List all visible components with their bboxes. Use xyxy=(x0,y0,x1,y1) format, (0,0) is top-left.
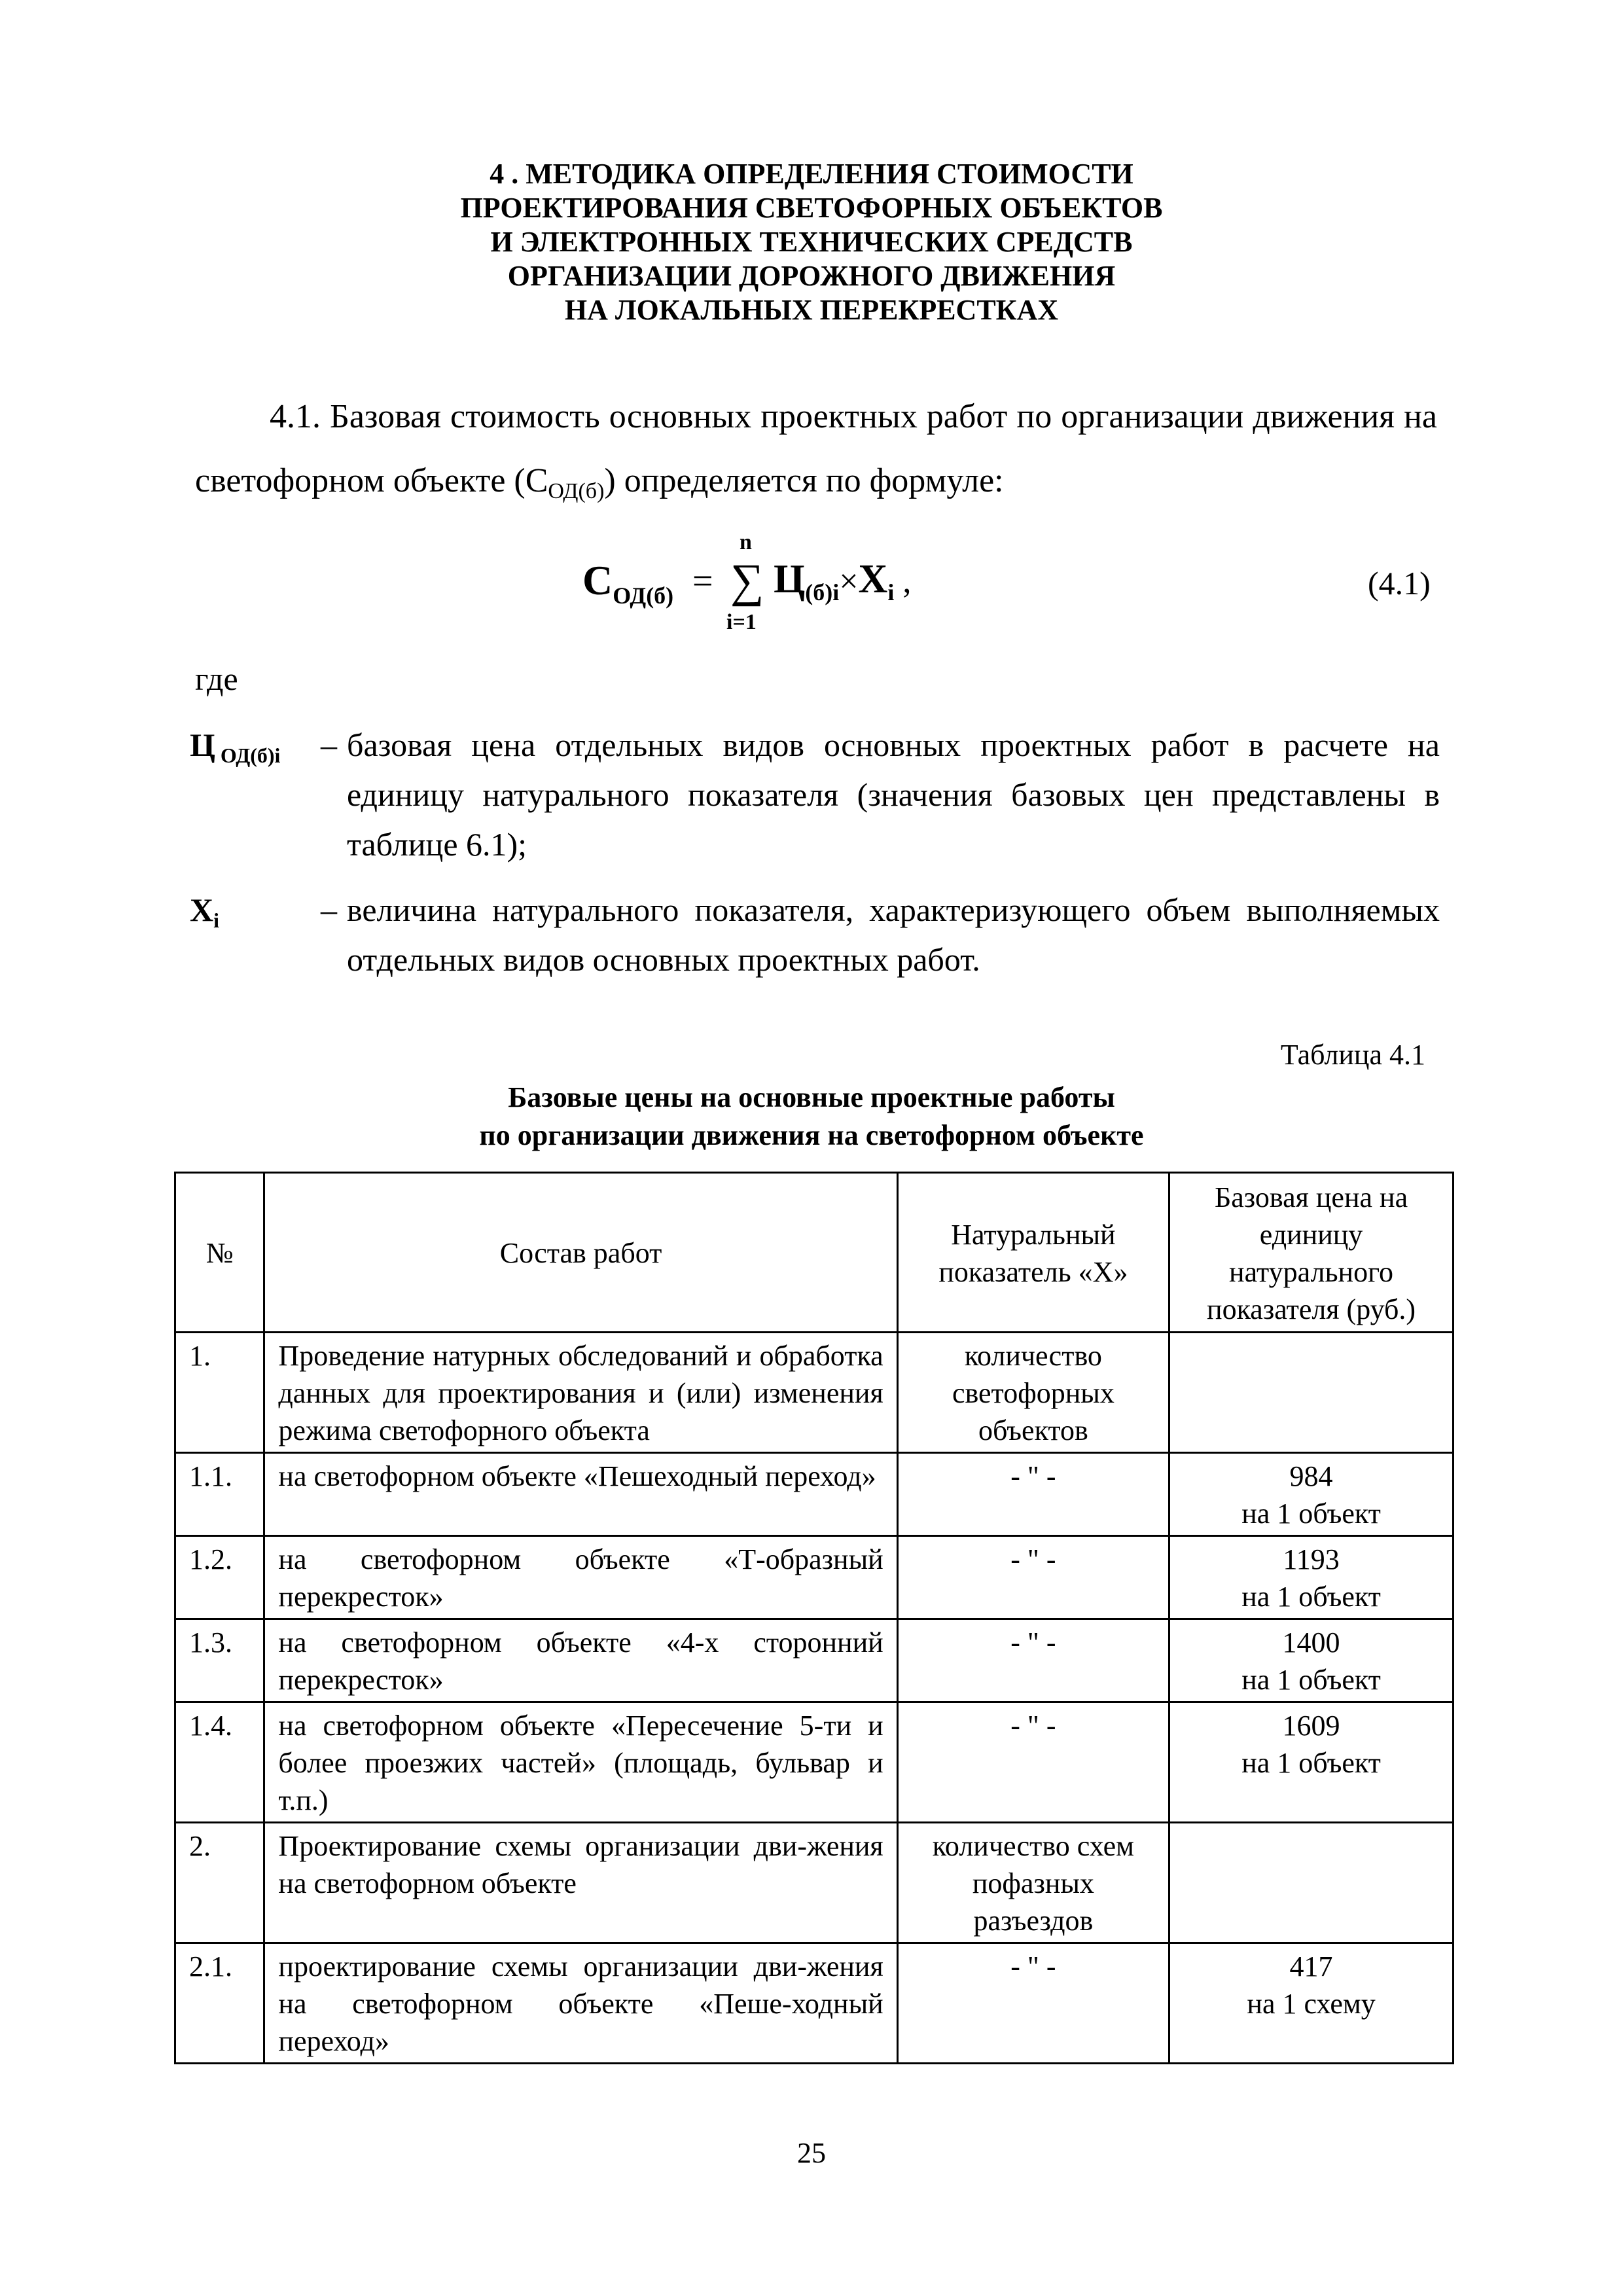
formula-4-1 xyxy=(582,530,1041,648)
row-number: 1.1. xyxy=(175,1453,264,1536)
symbol-subscript: ОД(б)i xyxy=(215,744,281,767)
row-indicator: - " - xyxy=(897,1619,1169,1702)
formula-lhs-symbol: С xyxy=(582,557,613,603)
table-row xyxy=(175,1333,1454,1453)
definition-quantity xyxy=(190,885,1440,990)
row-price-cell xyxy=(1169,1453,1454,1536)
times-sign: × xyxy=(839,563,859,600)
row-price-cell xyxy=(1169,1333,1454,1453)
definition-symbol xyxy=(190,720,280,780)
row-price-cell xyxy=(1169,1536,1454,1619)
intro-subscript: ОД(б) xyxy=(548,479,605,503)
intro-text: 4.1. Базовая стоимость основных проектных работ по организации движения на светофорном объекте (С xyxy=(195,398,1437,499)
definition-symbol xyxy=(190,885,219,945)
row-number: 1.4. xyxy=(175,1702,264,1823)
header-price: Базовая цена на единицу натурального показателя (руб.) xyxy=(1169,1173,1454,1333)
row-price: 417 xyxy=(1289,1950,1333,1982)
row-indicator: - " - xyxy=(897,1702,1169,1823)
row-number: 2. xyxy=(175,1823,264,1943)
formula-equals: = xyxy=(692,561,713,601)
row-work: на светофорном объекте «4-х сторонний перекресток» xyxy=(264,1619,897,1702)
row-indicator: - " - xyxy=(897,1453,1169,1536)
heading-line: 4 . МЕТОДИКА ОПРЕДЕЛЕНИЯ СТОИМОСТИ xyxy=(490,158,1133,190)
row-unit: на 1 объект xyxy=(1241,1581,1381,1613)
row-number: 1. xyxy=(175,1333,264,1453)
sum-symbol: ∑ xyxy=(730,554,764,607)
heading-line: НА ЛОКАЛЬНЫХ ПЕРЕКРЕСТКАХ xyxy=(564,294,1059,326)
symbol-letter: X xyxy=(190,891,214,928)
row-work: на светофорном объекте «Пешеходный переход» xyxy=(264,1453,897,1536)
heading-line: ОРГАНИЗАЦИИ ДОРОЖНОГО ДВИЖЕНИЯ xyxy=(507,260,1116,292)
table-caption: Таблица 4.1 xyxy=(1280,1039,1425,1071)
definition-text: базовая цена отдельных видов основных проектных работ в расчете на единицу натурального показателя (значения базовых цен представлены в таблице 6.1); xyxy=(347,726,1440,863)
heading-line: И ЭЛЕКТРОННЫХ ТЕХНИЧЕСКИХ СРЕДСТВ xyxy=(490,226,1133,258)
row-price-cell xyxy=(1169,1823,1454,1943)
header-work: Состав работ xyxy=(264,1173,897,1333)
formula-lhs-subscript: ОД(б) xyxy=(613,583,674,609)
formula-comma: , xyxy=(894,563,912,600)
term-price-symbol: Ц xyxy=(774,557,806,601)
table-row xyxy=(175,1943,1454,2064)
table-row xyxy=(175,1702,1454,1823)
row-unit: на 1 объект xyxy=(1241,1498,1381,1530)
row-number: 1.2. xyxy=(175,1536,264,1619)
table-header-row xyxy=(175,1173,1454,1333)
term-quantity-subscript: i xyxy=(887,579,895,605)
row-indicator: количество светофорных объектов xyxy=(897,1333,1169,1453)
table-row xyxy=(175,1536,1454,1619)
symbol-letter: Ц xyxy=(190,726,215,763)
intro-paragraph xyxy=(195,385,1437,524)
row-price: 984 xyxy=(1289,1460,1333,1492)
row-unit: на 1 схему xyxy=(1247,1988,1376,2020)
formula-term xyxy=(774,556,911,606)
term-price-subscript: (б)i xyxy=(805,579,840,605)
row-price-cell xyxy=(1169,1619,1454,1702)
section-heading xyxy=(0,157,1623,327)
row-indicator: - " - xyxy=(897,1943,1169,2064)
row-price: 1193 xyxy=(1283,1543,1340,1575)
table-title-line: по организации движения на светофорном объекте xyxy=(479,1119,1144,1151)
definition-price xyxy=(190,720,1440,877)
header-number: № xyxy=(175,1173,264,1333)
formula-number: (4.1) xyxy=(1368,565,1431,601)
row-work: на светофорном объекте «Пересечение 5-ти и более проезжих частей» (площадь, бульвар и т.п.) xyxy=(264,1702,897,1823)
row-price-cell xyxy=(1169,1702,1454,1823)
table-row xyxy=(175,1453,1454,1536)
definition-text: величина натурального показателя, характеризующего объем выполняемых отдельных видов основных проектных работ. xyxy=(347,891,1440,978)
row-work: Проведение натурных обследований и обработка данных для проектирования и (или) изменения режима светофорного объекта xyxy=(264,1333,897,1453)
where-label: где xyxy=(195,660,238,697)
table-row xyxy=(175,1823,1454,1943)
row-price-cell xyxy=(1169,1943,1454,2064)
intro-text-end: ) определяется по формуле: xyxy=(604,462,1004,499)
sum-lower-limit: i=1 xyxy=(726,610,757,634)
row-work: проектирование схемы организации дви-жения на светофорном объекте «Пеше-ходный переход» xyxy=(264,1943,897,2064)
prices-table xyxy=(174,1172,1454,2064)
definition-dash: – xyxy=(321,891,337,928)
header-indicator: Натуральный показатель «Х» xyxy=(897,1173,1169,1333)
table-title xyxy=(0,1079,1623,1155)
definition-dash: – xyxy=(321,726,337,763)
row-number: 2.1. xyxy=(175,1943,264,2064)
term-quantity-symbol: X xyxy=(858,557,888,601)
page-number: 25 xyxy=(797,2137,826,2169)
heading-line: ПРОЕКТИРОВАНИЯ СВЕТОФОРНЫХ ОБЪЕКТОВ xyxy=(460,192,1163,224)
row-price: 1400 xyxy=(1282,1626,1340,1659)
row-price: 1609 xyxy=(1282,1710,1340,1742)
row-work: на светофорном объекте «Т-образный перекресток» xyxy=(264,1536,897,1619)
row-number: 1.3. xyxy=(175,1619,264,1702)
row-indicator: - " - xyxy=(897,1536,1169,1619)
row-unit: на 1 объект xyxy=(1241,1747,1381,1779)
symbol-subscript: i xyxy=(213,908,219,932)
table-title-line: Базовые цены на основные проектные работы xyxy=(508,1081,1115,1113)
row-unit: на 1 объект xyxy=(1241,1664,1381,1696)
row-indicator: количество схем пофазных разъездов xyxy=(897,1823,1169,1943)
formula-lhs xyxy=(582,556,673,609)
sum-upper-limit: n xyxy=(740,530,752,554)
table-row xyxy=(175,1619,1454,1702)
row-work: Проектирование схемы организации дви-жения на светофорном объекте xyxy=(264,1823,897,1943)
